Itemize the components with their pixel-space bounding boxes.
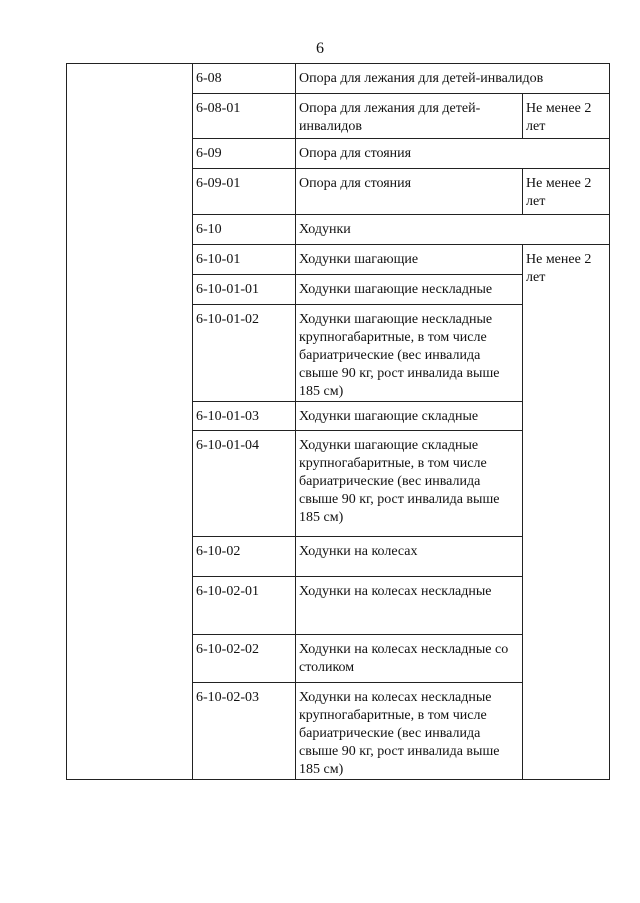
code-cell: 6-08 <box>193 64 296 94</box>
name-cell: Ходунки на колесах нескладные со столиком <box>296 635 523 683</box>
name-cell: Ходунки <box>296 215 610 245</box>
name-cell: Ходунки шагающие нескладные <box>296 275 523 305</box>
name-cell: Ходунки шагающие складные крупногабаритные, в том числе бариатрические (вес инвалида свыше 90 кг, рост инвалида выше 185 см) <box>296 431 523 537</box>
code-cell: 6-10-02-02 <box>193 635 296 683</box>
name-cell: Ходунки шагающие нескладные крупногабаритные, в том числе бариатрические (вес инвалида свыше 90 кг, рост инвалида выше 185 см) <box>296 305 523 402</box>
name-cell: Ходунки шагающие складные <box>296 402 523 431</box>
name-cell: Ходунки на колесах нескладные <box>296 577 523 635</box>
name-cell: Ходунки шагающие <box>296 245 523 275</box>
blank-column-cell <box>67 64 193 780</box>
name-cell: Ходунки на колесах <box>296 537 523 577</box>
name-cell: Ходунки на колесах нескладные крупногабаритные, в том числе бариатрические (вес инвалида свыше 90 кг, рост инвалида выше 185 см) <box>296 683 523 780</box>
code-cell: 6-10-01-02 <box>193 305 296 402</box>
table-row <box>67 64 610 94</box>
name-cell: Опора для лежания для детей-инвалидов <box>296 94 523 139</box>
term-cell: Не менее 2 лет <box>523 169 610 215</box>
name-cell: Опора для лежания для детей-инвалидов <box>296 64 610 94</box>
code-cell: 6-09-01 <box>193 169 296 215</box>
page-number: 6 <box>316 40 324 57</box>
code-cell: 6-10-02-03 <box>193 683 296 780</box>
code-cell: 6-10-01 <box>193 245 296 275</box>
code-cell: 6-08-01 <box>193 94 296 139</box>
name-cell: Опора для стояния <box>296 139 610 169</box>
name-cell: Опора для стояния <box>296 169 523 215</box>
code-cell: 6-10-02-01 <box>193 577 296 635</box>
code-cell: 6-10-01-03 <box>193 402 296 431</box>
code-cell: 6-09 <box>193 139 296 169</box>
code-cell: 6-10-01-01 <box>193 275 296 305</box>
term-cell: Не менее 2 лет <box>523 245 610 780</box>
code-cell: 6-10-02 <box>193 537 296 577</box>
code-cell: 6-10-01-04 <box>193 431 296 537</box>
code-cell: 6-10 <box>193 215 296 245</box>
classification-table <box>66 63 610 780</box>
term-cell: Не менее 2 лет <box>523 94 610 139</box>
